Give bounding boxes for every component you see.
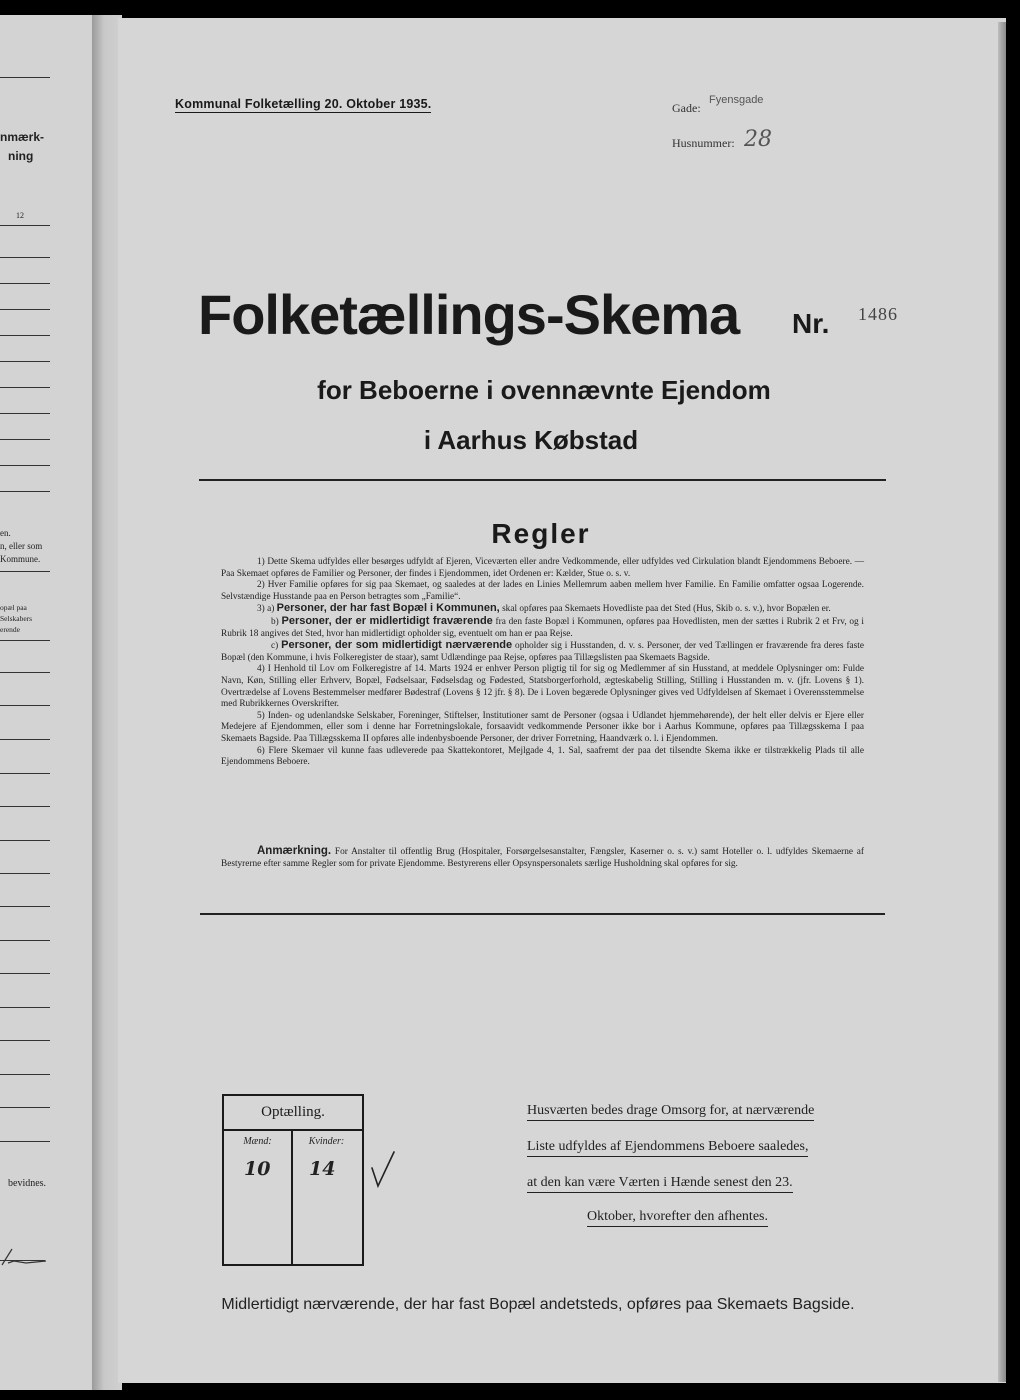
check-mark-icon xyxy=(370,1150,396,1190)
left-page-rule xyxy=(0,873,50,874)
number-label: Nr. xyxy=(792,308,830,339)
form-number: 1486 xyxy=(858,304,898,324)
divider xyxy=(200,913,885,915)
left-page-text: n, eller som xyxy=(0,541,43,551)
instruction-line: Liste udfyldes af Ejendommens Beboere saaledes, xyxy=(527,1139,808,1157)
rule-3a-emphasis: Personer, der har fast Bopæl i Kommunen, xyxy=(276,602,500,615)
left-page-text: erende xyxy=(0,625,20,634)
left-page-rule xyxy=(0,640,50,641)
left-page-rule xyxy=(0,257,50,258)
instruction-line: at den kan være Værten i Hænde senest den 23. xyxy=(527,1175,793,1193)
left-page-rule xyxy=(0,806,50,807)
men-count: 10 xyxy=(244,1158,271,1180)
street-label: Gade: xyxy=(672,101,701,115)
left-page-rule xyxy=(0,1040,50,1041)
left-page-rule xyxy=(0,973,50,974)
left-page-text: opæl paa xyxy=(0,603,27,612)
street-value: Fyensgade xyxy=(709,94,764,106)
rule-6: 6) Flere Skemaer vil kunne faas udleverede paa Skattekontoret, Mejlgade 4, 1. Sal, saafremt der paa det tilsendte Skema ikke er tilstrækkelig Plads til alle Ejendommens Beboere. xyxy=(221,745,864,768)
signature-mark xyxy=(0,1245,50,1275)
rule-3b-emphasis: Personer, der er midlertidigt fraværende xyxy=(281,614,493,627)
page-edge xyxy=(998,22,1006,1382)
count-title: Optælling. xyxy=(261,1104,325,1120)
note-block xyxy=(221,846,864,870)
left-page-rule xyxy=(0,361,50,362)
left-page-text: nmærk- xyxy=(0,130,45,144)
left-page-strip xyxy=(0,15,92,1390)
house-number-label: Husnummer: xyxy=(672,136,735,150)
left-page-rule xyxy=(0,225,50,226)
left-page-rule xyxy=(0,906,50,907)
rule-3a-text: skal opføres paa Skemaets Hovedliste paa det Sted (Hus, Skib o. s. v.), hvor Bopælen er. xyxy=(502,604,831,615)
instruction-line: Oktober, hvorefter den afhentes. xyxy=(587,1209,768,1227)
left-page-rule xyxy=(0,739,50,740)
left-page-rule xyxy=(0,571,50,572)
left-page-text: ning xyxy=(8,149,34,163)
form-subtitle: for Beboerne i ovennævnte Ejendom xyxy=(317,375,771,405)
left-page-text: Selskabers xyxy=(0,614,33,623)
house-number-value: 28 xyxy=(744,127,772,152)
rule-3b xyxy=(221,616,864,640)
men-label: Mænd: xyxy=(243,1136,272,1147)
note-text: For Anstalter til offentlig Brug (Hospitaler, Forsørgelsesanstalter, Fængsler, Kaserner o. s. v.) samt Hoteller o. l. udfyldes Skemaerne af Bestyrerne efter samme Regler som for private Ejendomme. Bestyrerens eller Opsynspersonalets særlige Husholdning skal opføres for sig. xyxy=(221,847,864,869)
divider xyxy=(199,479,886,481)
left-page-rule xyxy=(0,840,50,841)
women-count: 14 xyxy=(309,1158,336,1180)
left-page-rule xyxy=(0,283,50,284)
left-page-rule xyxy=(0,1007,50,1008)
left-page-rule xyxy=(0,705,50,706)
form-title: Folketællings-Skema xyxy=(198,283,740,346)
left-page-rule xyxy=(0,1107,50,1108)
rule-5: 5) Inden- og udenlandske Selskaber, Foreninger, Stiftelser, Institutioner samt de Personer (ogsaa i Udlandet hjemmehørende), der helt eller delvis er Ejere eller Medejere af Ejendommen, eller som i denne har Forretningslokale, forsaavidt vedkommende Personer ikke bor i Aarhus Kommune, opføres paa Tillægsskema I paa Skemaets Bagside. Paa Tillægsskema II opføres alle indenbysboende Personer, der driver Forretning, Haandværk o. l. i Ejendommen. xyxy=(221,710,864,744)
instruction-line: Husværten bedes drage Omsorg for, at nærværende xyxy=(527,1103,814,1121)
form-subtitle-location: i Aarhus Købstad xyxy=(423,425,639,455)
left-page-text: Kommune. xyxy=(0,554,41,564)
footer-note: Midlertidigt nærværende, der har fast Bopæl andetsteds, opføres paa Skemaets Bagside. xyxy=(221,1296,855,1313)
rule-3c xyxy=(221,640,864,664)
left-page-rule xyxy=(0,413,50,414)
left-page-text: bevidnes. xyxy=(8,1178,47,1189)
count-box-divider xyxy=(291,1129,293,1264)
count-box-rule xyxy=(224,1129,362,1131)
rule-3b-text: fra den faste Bopæl i Kommunen, opføres paa Hovedlisten, men der sættes i Rubrik 2 et Frv, og i Rubrik 18 angives det Sted, hvor han midlertidigt opholder sig, eventuelt om han er paa Rejse. xyxy=(221,616,864,639)
rule-3c-emphasis: Personer, der som midlertidigt nærværende xyxy=(281,639,513,652)
rules-heading: Regler xyxy=(491,518,591,549)
census-title: Kommunal Folketælling 20. Oktober 1935. xyxy=(175,97,432,111)
rules-body xyxy=(221,557,864,769)
count-box xyxy=(222,1094,364,1266)
left-page-rule xyxy=(0,465,50,466)
left-page-rule xyxy=(0,1074,50,1075)
left-page-text: en. xyxy=(0,528,11,538)
rule-3c-text: opholder sig i Husstanden, d. v. s. Personer, der ved Tællingen er fraværende fra deres faste Bopæl (den Kommune, i hvis Folkeregister de staar), samt Udlændinge paa Rejse, opføres paa Tillægslisten paa Skemaets Bagside. xyxy=(221,641,864,663)
rule-1: 1) Dette Skema udfyldes eller besørges udfyldt af Ejeren, Viceværten eller andre Vedkommende, eller udfyldes ved Cirkulation blandt Ejendommens Beboere. — Paa Skemaet opføres de Familier og Personer, der findes i Ejendommen, idet Ordenen er: Kælder, Stue o. s. v. xyxy=(221,557,864,579)
left-page-rule xyxy=(0,335,50,336)
left-page-rule xyxy=(0,309,50,310)
rule-2: 2) Hver Familie opføres for sig paa Skemaet, og saaledes at der lades en Linies Mellemrum aaben mellem hver Familie. En Familie omfatter ogsaa Logerende. Selvstændige Husstande paa en Person betragtes som „Familie“. xyxy=(221,580,864,602)
rule-3c-prefix: c) xyxy=(271,641,279,652)
rule-3b-prefix: b) xyxy=(271,616,279,627)
rule-4: 4) I Henhold til Lov om Folkeregistre af 14. Marts 1924 er enhver Person pligtig til for sig og Medlemmer af sin Husstand, at meddele Oplysninger om: Fulde Navn, Køn, Stilling eller Erhverv, Bopæl, Fødselsaar, Fødselsdag og Fødested, Statsborgerforhold, ægteskabelig Stilling, Stilling i Husstanden m. v. (jfr. Lovens § 1). Overtrædelse af Lovens Bestemmelser medfører Bødestraf (Lovens § 12 jfr. § 8). De i Loven begærede Oplysninger gives ved Udfyldelsen af Skemaet i Overensstemmelse med Rubrikkernes Overskrifter. xyxy=(221,664,864,710)
left-page-text: 12 xyxy=(16,211,24,220)
left-page-rule xyxy=(0,940,50,941)
left-page-rule xyxy=(0,672,50,673)
left-page-rule xyxy=(0,491,50,492)
left-page-rule xyxy=(0,773,50,774)
left-page-rule xyxy=(0,77,50,78)
left-page-rule xyxy=(0,1141,50,1142)
note-label: Anmærkning. xyxy=(257,845,332,857)
women-label: Kvinder: xyxy=(308,1136,345,1147)
rule-3a-prefix: 3) a) xyxy=(257,604,275,615)
